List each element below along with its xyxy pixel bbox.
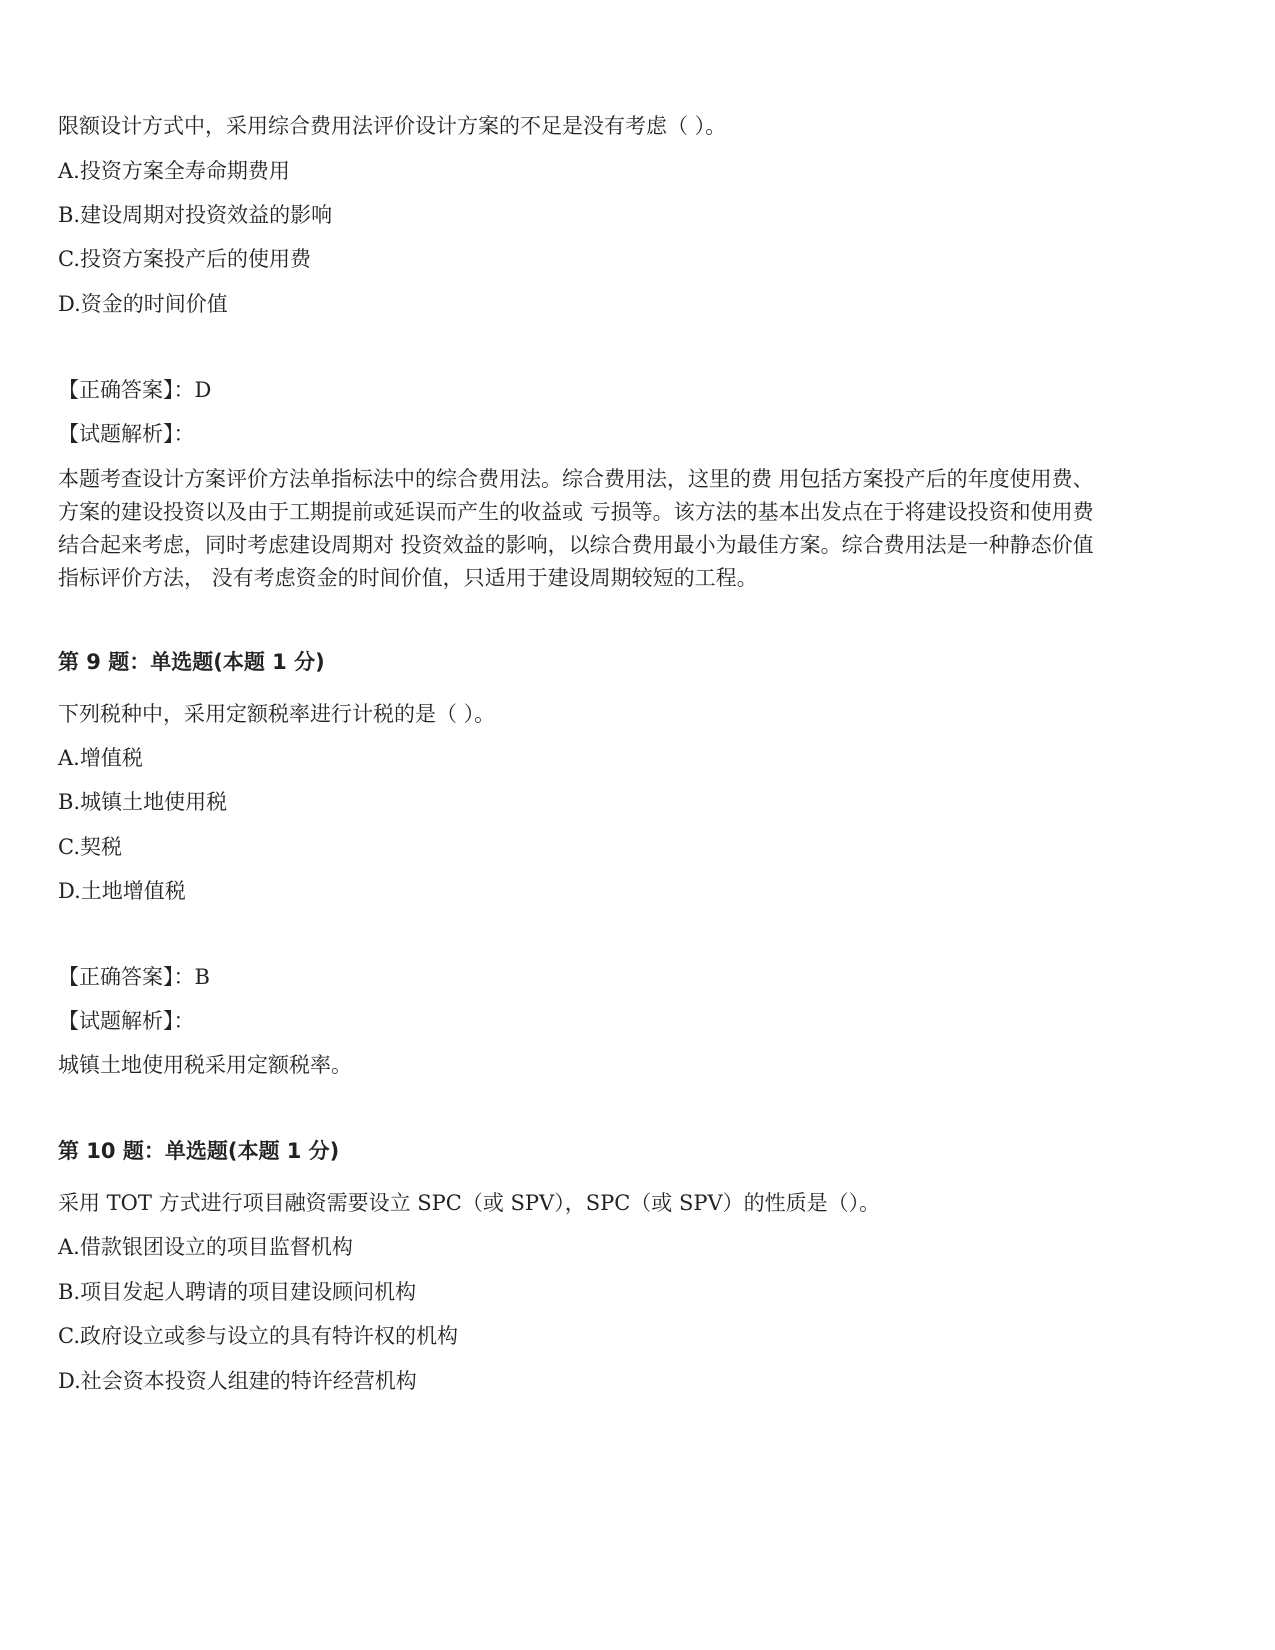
- q9-option-d: D.土地增值税: [58, 879, 186, 903]
- q10-option-c: C.政府设立或参与设立的具有特许权的机构: [58, 1324, 458, 1348]
- q9-analysis-label: 【试题解析】：: [58, 1009, 195, 1033]
- q8-analysis-line-3: 结合起来考虑，同时考虑建设周期对 投资效益的影响，以综合费用最小为最佳方案。综合费用法是一种静态价值: [58, 533, 1094, 557]
- q8-analysis-line-2: 方案的建设投资以及由于工期提前或延误而产生的收益或 亏损等。该方法的基本出发点在于将建设投资和使用费: [58, 500, 1094, 524]
- q8-correct-answer: 【正确答案】：D: [58, 378, 212, 402]
- q8-option-b: B.建设周期对投资效益的影响: [58, 203, 333, 227]
- q9-option-b: B.城镇土地使用税: [58, 790, 228, 814]
- q8-stem: 限额设计方式中，采用综合费用法评价设计方案的不足是没有考虑（ ）。: [58, 114, 727, 138]
- q9-correct-answer: 【正确答案】：B: [58, 965, 210, 989]
- q9-analysis: 城镇土地使用税采用定额税率。: [58, 1053, 352, 1077]
- q8-option-a: A.投资方案全寿命期费用: [58, 159, 290, 183]
- q10-option-b: B.项目发起人聘请的项目建设顾问机构: [58, 1280, 417, 1304]
- q10-stem: 采用 TOT 方式进行项目融资需要设立 SPC（或 SPV），SPC（或 SPV）的性质是（）。: [58, 1191, 881, 1215]
- q8-option-d: D.资金的时间价值: [58, 292, 228, 316]
- q9-stem: 下列税种中，采用定额税率进行计税的是（ ）。: [58, 702, 496, 726]
- q10-option-d: D.社会资本投资人组建的特许经营机构: [58, 1369, 417, 1393]
- q8-analysis-label: 【试题解析】：: [58, 422, 195, 446]
- q10-option-a: A.借款银团设立的项目监督机构: [58, 1235, 353, 1259]
- q9-option-c: C.契税: [58, 835, 122, 859]
- q10-heading: 第 10 题：单选题(本题 1 分): [58, 1139, 340, 1163]
- q8-option-c: C.投资方案投产后的使用费: [58, 247, 311, 271]
- q8-analysis-line-1: 本题考查设计方案评价方法单指标法中的综合费用法。综合费用法，这里的费 用包括方案投产后的年度使用费、: [58, 467, 1094, 491]
- q8-analysis-line-4: 指标评价方法， 没有考虑资金的时间价值，只适用于建设周期较短的工程。: [58, 566, 758, 590]
- q9-heading: 第 9 题：单选题(本题 1 分): [58, 650, 325, 674]
- q9-option-a: A.增值税: [58, 746, 143, 770]
